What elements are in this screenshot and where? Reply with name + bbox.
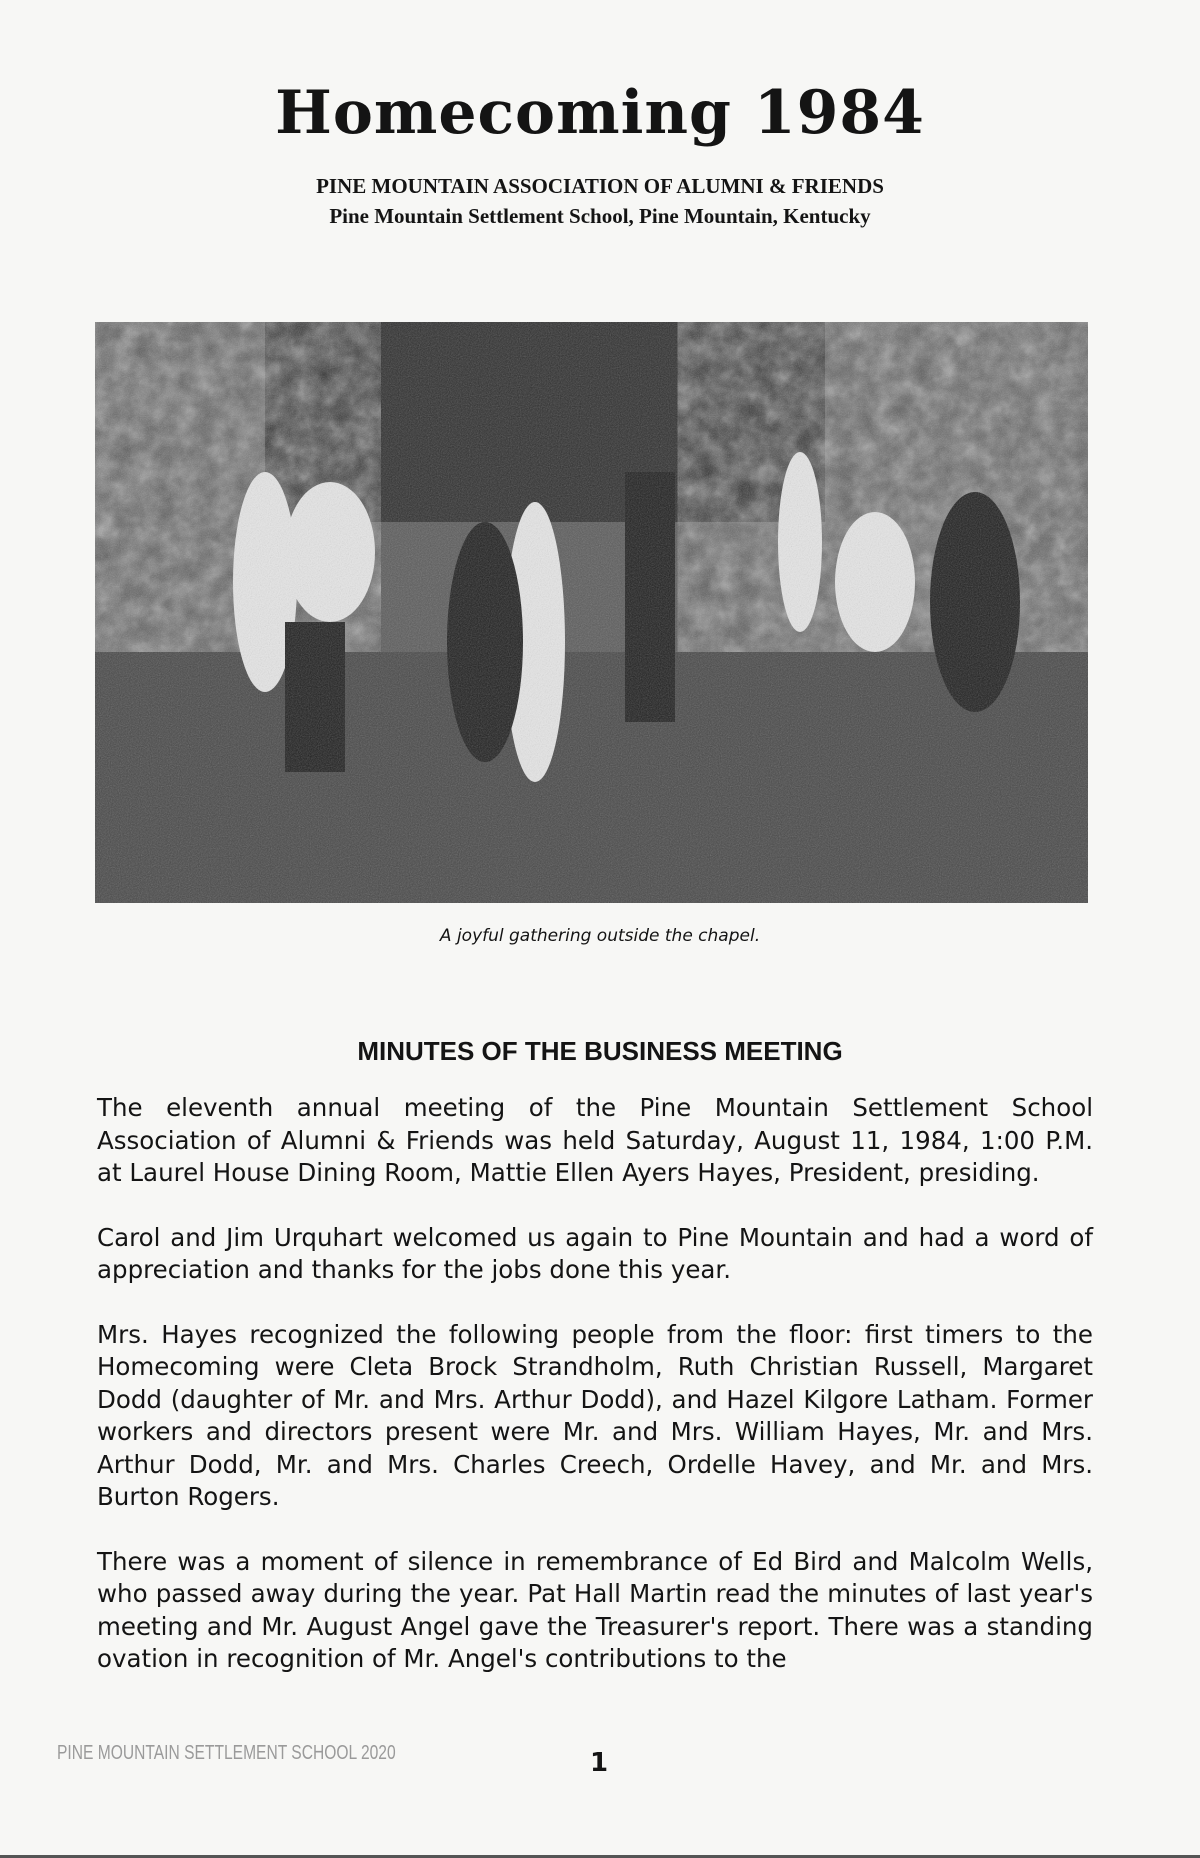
photo-caption: A joyful gathering outside the chapel. xyxy=(439,926,761,946)
paragraph: Mrs. Hayes recognized the following people from the floor: first timers to the Homecoming were Cleta Brock Strandholm, Ruth Christian Russell, Margaret Dodd (daughter of Mr. and Mrs. Arthur Dodd), and Hazel Kilgore Latham. Former workers and directors present were Mr. and Mrs. William Hayes, Mr. and Mrs. Arthur Dodd, Mr. and Mrs. Charles Creech, Ordelle Havey, and Mr. and Mrs. Burton Rogers. xyxy=(97,1319,1093,1511)
paragraph: The eleventh annual meeting of the Pine Mountain Settlement School Association of Alumni & Friends was held Saturday, August 11, 1984, 1:00 P.M. at Laurel House Dining Room, Mattie Ellen Ayers Hayes, President, presiding. xyxy=(97,1093,1093,1187)
watermark: PINE MOUNTAIN SETTLEMENT SCHOOL 2020 xyxy=(57,1742,396,1764)
paragraph: Carol and Jim Urquhart welcomed us again to Pine Mountain and had a word of appreciation and thanks for the jobs done this year. xyxy=(97,1222,1093,1284)
paragraph: There was a moment of silence in remembrance of Ed Bird and Malcolm Wells, who passed away during the year. Pat Hall Martin read the minutes of last year's meeting and Mr. August Angel gave the Treasurer's report. There was a standing ovation in recognition of Mr. Angel's contributions to the xyxy=(97,1546,1093,1673)
organization-name: PINE MOUNTAIN ASSOCIATION OF ALUMNI & FRIENDS xyxy=(316,174,884,198)
school-location: Pine Mountain Settlement School, Pine Mountain, Kentucky xyxy=(329,204,871,228)
gathering-photo xyxy=(95,322,1088,903)
article-body xyxy=(97,1092,1093,1708)
photo-image xyxy=(95,322,1088,903)
section-heading: MINUTES OF THE BUSINESS MEETING xyxy=(357,1036,843,1066)
page-title: Homecoming 1984 xyxy=(275,78,925,148)
page-number: 1 xyxy=(590,1748,609,1778)
